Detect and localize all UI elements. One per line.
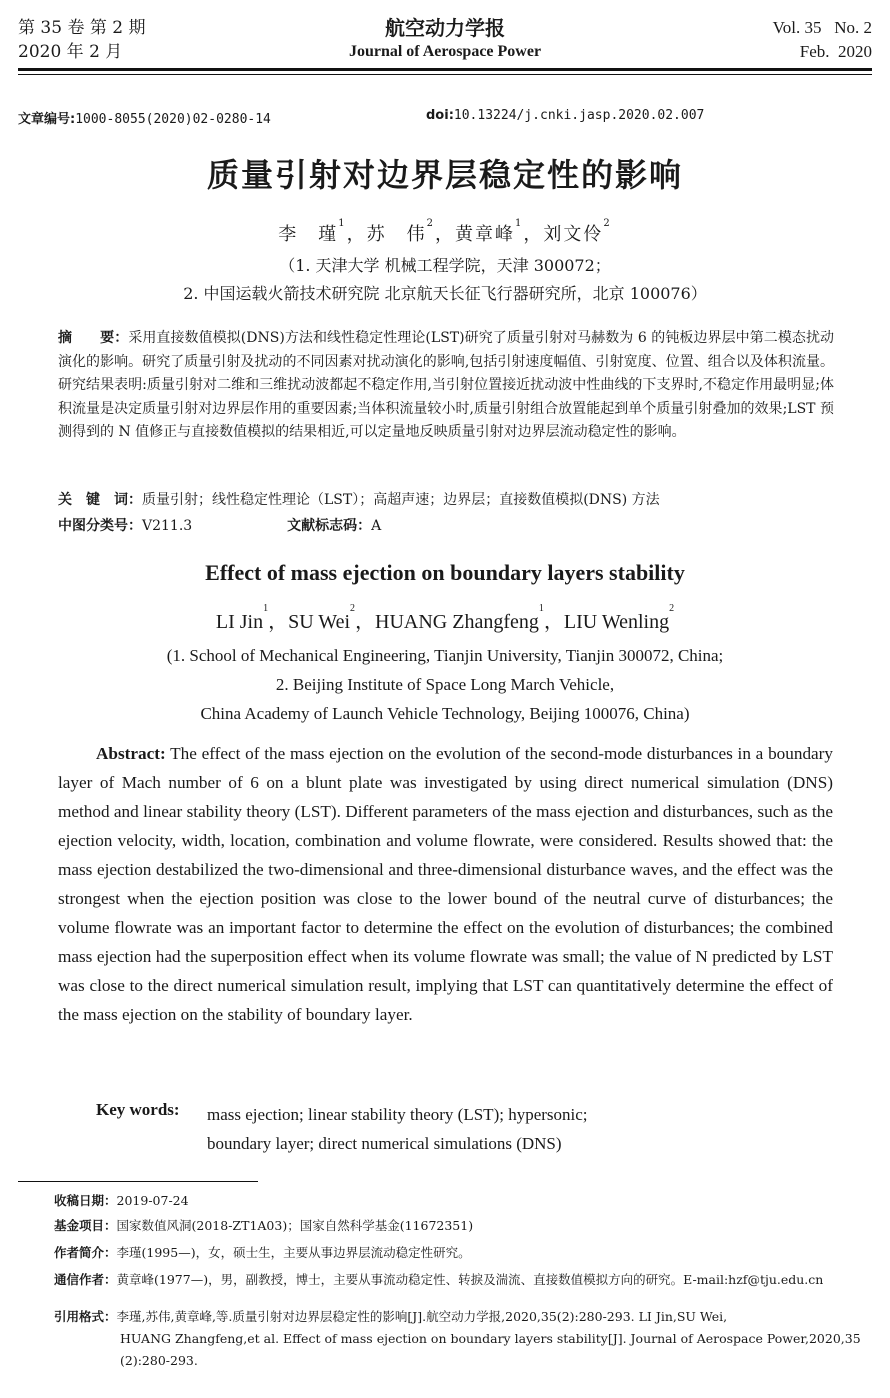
affiliation-cn-1: （1. 天津大学 机械工程学院，天津 300072； bbox=[279, 256, 611, 275]
doi-value[interactable]: 10.13224/j.cnki.jasp.2020.02.007 bbox=[453, 108, 705, 123]
received-value: 2019-07-24 bbox=[116, 1193, 189, 1208]
clc-label: 中图分类号： bbox=[58, 518, 142, 534]
sep: ， bbox=[268, 611, 289, 633]
sep: ， bbox=[523, 224, 544, 245]
header-rule-thin bbox=[18, 74, 872, 75]
citation-label: 引用格式： bbox=[54, 1309, 117, 1324]
journal-name-cn: 航空动力学报 bbox=[385, 16, 505, 40]
journal-name bbox=[0, 14, 890, 62]
abstract-en-label: Abstract: bbox=[96, 744, 166, 763]
clc-value: V211.3 bbox=[142, 518, 193, 534]
author-en-1-sup: 1 bbox=[263, 603, 269, 614]
sep: ， bbox=[346, 224, 367, 245]
sep: ， bbox=[543, 611, 564, 633]
title-cn: 质量引射对边界层稳定性的影响 bbox=[206, 156, 683, 194]
citation-line-3: (2):280-293. bbox=[120, 1353, 198, 1368]
affiliation-en-3: China Academy of Launch Vehicle Technology, Beijing 100076, China) bbox=[200, 704, 690, 723]
doc-code-value: A bbox=[371, 518, 382, 534]
volume-issue-cn: 第 35 卷 第 2 期 bbox=[18, 18, 146, 38]
author-2: 苏 伟 bbox=[366, 224, 427, 245]
affiliation-en-1: (1. School of Mechanical Engineering, Tianjin University, Tianjin 300072, China; bbox=[166, 646, 724, 665]
author-en-2-sup: 2 bbox=[350, 603, 356, 614]
date-en: Feb. 2020 bbox=[799, 42, 872, 61]
fund-info bbox=[54, 1216, 874, 1236]
article-number bbox=[18, 108, 271, 127]
author-en-1: LI Jin bbox=[215, 611, 264, 633]
keywords-en-line-1: mass ejection; linear stability theory (LST); hypersonic; bbox=[207, 1105, 588, 1124]
keywords-cn-label: 关 键 词： bbox=[58, 492, 142, 508]
abstract-en-text: The effect of the mass ejection on the evolution of the second-mode disturbances in a boundary layer of Mach number of 6 on a blunt plate was investigated by using direct numerical simulation (DNS) method and linear stability theory (LST). Different parameters of the mass ejection and disturbances, such as the ejection velocity, width, location, combination and volume flowrate, were considered. Results showed that: the mass ejection destabilized the two-dimensional and three-dimensional disturbance waves, and the effect was the strongest when the ejection position was close to the lower bound of the neutral curve of disturbances; the volume flowrate was an important factor to determine the effect on the evolution of disturbances; the combined mass ejection had the superposition effect when its volume flowrate was small; the value of N predicted by LST was close to the direct numerical simulation result, implying that LST can quantitatively determine the effect of the mass ejection on the stability of boundary layer. bbox=[58, 744, 833, 1024]
citation-line-1: 李瑾,苏伟,黄章峰,等.质量引射对边界层稳定性的影响[J].航空动力学报,2020,35(2):280-293. LI Jin,SU Wei, bbox=[116, 1309, 728, 1324]
keywords-cn-text: 质量引射；线性稳定性理论（LST）；高超声速；边界层；直接数值模拟(DNS) 方法 bbox=[142, 492, 660, 508]
sep: ， bbox=[435, 224, 455, 245]
authors-en bbox=[0, 605, 890, 634]
author-2-sup: 2 bbox=[426, 218, 435, 229]
title-en: Effect of mass ejection on boundary layers stability bbox=[205, 560, 685, 585]
corresponding-value: 黄章峰(1977—)，男，副教授，博士，主要从事流动稳定性、转捩及湍流、直接数值模拟方向的研究。E-mail:hzf@tju.edu.cn bbox=[116, 1272, 824, 1287]
affiliation-cn-2: 2. 中国运载火箭技术研究院 北京航天长征飞行器研究所，北京 100076） bbox=[183, 284, 707, 303]
abstract-cn-text: 采用直接数值模拟(DNS)方法和线性稳定性理论(LST)研究了质量引射对马赫数为 6 的钝板边界层中第二模态扰动演化的影响。研究了质量引射及扰动的不同因素对扰动演化的影响,包括引射速度幅值、引射宽度、位置、组合以及体积流量。研究结果表明:质量引射对二维和三维扰动波都起不稳定作用,当引射位置接近扰动波中性曲线的下支界时,不稳定作用最明显;体积流量是决定质量引射对边界层作用的重要因素;当体积流量较小时,质量引射组合放置能起到单个质量引射叠加的效果;LST 预测得到的 N 值修正与直接数值模拟的结果相近,可以定量地反映质量引射对边界层流动稳定性的影响。 bbox=[58, 330, 835, 440]
affiliation-en-2: 2. Beijing Institute of Space Long March Vehicle, bbox=[275, 675, 615, 694]
keywords-en-label: Key words: bbox=[96, 1100, 180, 1119]
author-4: 刘文伶 bbox=[543, 224, 604, 245]
author-en-2: SU Wei bbox=[288, 611, 351, 633]
classification bbox=[58, 515, 381, 535]
fund-value: 国家数值风洞(2018-ZT1A03)；国家自然科学基金(11672351) bbox=[116, 1218, 474, 1233]
article-number-label: 文章编号: bbox=[18, 112, 76, 127]
citation-line-2: HUANG Zhangfeng,et al. Effect of mass ejection on boundary layers stability[J]. Journal of Aerospace Power,2020,35 bbox=[120, 1331, 861, 1346]
author-en-3-sup: 1 bbox=[538, 603, 544, 614]
author-bio-label: 作者简介： bbox=[54, 1245, 117, 1260]
keywords-cn bbox=[58, 488, 834, 512]
author-3-sup: 1 bbox=[515, 218, 524, 229]
doi-label: doi: bbox=[426, 108, 454, 123]
corresponding-label: 通信作者： bbox=[54, 1272, 117, 1287]
fund-label: 基金项目： bbox=[54, 1218, 117, 1233]
abstract-cn bbox=[58, 327, 834, 445]
author-en-3: HUANG Zhangfeng bbox=[375, 611, 539, 633]
doi bbox=[426, 108, 704, 123]
received-date bbox=[54, 1191, 874, 1211]
header-rule-thick bbox=[18, 68, 872, 71]
author-bio-value: 李瑾(1995—)，女，硕士生，主要从事边界层流动稳定性研究。 bbox=[116, 1245, 471, 1260]
citation bbox=[54, 1306, 876, 1372]
article-number-value: 1000-8055(2020)02-0280-14 bbox=[75, 112, 271, 127]
date-cn: 2020 年 2 月 bbox=[18, 42, 123, 62]
author-3: 黄章峰 bbox=[455, 224, 515, 245]
issue-info-en bbox=[773, 16, 872, 64]
author-en-4: LIU Wenling bbox=[563, 611, 670, 633]
author-1: 李 瑾 bbox=[278, 224, 339, 245]
footnote-rule bbox=[18, 1181, 258, 1182]
author-1-sup: 1 bbox=[338, 218, 347, 229]
keywords-en bbox=[207, 1100, 847, 1158]
author-4-sup: 2 bbox=[603, 218, 612, 229]
author-bio bbox=[54, 1243, 874, 1263]
abstract-cn-label: 摘 要： bbox=[58, 330, 129, 346]
abstract-en bbox=[58, 739, 833, 1029]
author-en-4-sup: 2 bbox=[669, 603, 675, 614]
doc-code-label: 文献标志码： bbox=[287, 518, 372, 534]
volume-issue-en: Vol. 35 No. 2 bbox=[772, 18, 872, 37]
sep: ， bbox=[355, 611, 376, 633]
journal-name-en: Journal of Aerospace Power bbox=[348, 43, 542, 60]
keywords-en-line-2: boundary layer; direct numerical simulations (DNS) bbox=[207, 1134, 562, 1153]
received-label: 收稿日期： bbox=[54, 1193, 117, 1208]
corresponding-author bbox=[54, 1270, 874, 1290]
authors-cn bbox=[0, 220, 890, 246]
